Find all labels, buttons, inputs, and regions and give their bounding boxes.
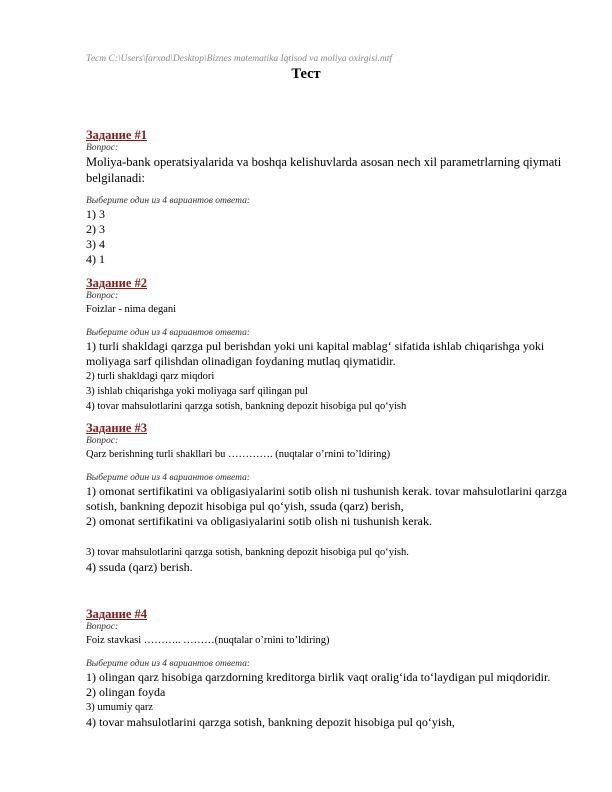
question-text: Foiz stavkasi ……….. ………(nuqtalar o’rnini to’ldiring) (86, 635, 330, 646)
answer-option-2[interactable]: 2) omonat sertifikatini va obligasiyalarini sotib olish ni tushunish kerak. (86, 514, 432, 528)
answer-option-3[interactable]: 3) umumiy qarz (86, 702, 154, 713)
answer-option-4[interactable]: 4) ssuda (qarz) berish. (86, 560, 193, 574)
task-title: Задание #2 (86, 276, 147, 290)
answer-option-2[interactable]: 2) olingan foyda (86, 685, 166, 699)
question-text: Qarz berishning turli shakllari bu …………. (nuqtalar o’rnini to’ldiring) (86, 449, 391, 460)
answer-option-2[interactable]: 2) 3 (86, 222, 105, 236)
task-title: Задание #4 (86, 607, 147, 621)
answer-option-1[interactable]: 1) turli shakldagi qarzga pul berishdan yoki uni kapital mablag‘ sifatida ishlab chiqarishga yoki moliyaga sarf qilishdan olinadigan foydaning mutlaq qiymatidir. (86, 339, 545, 368)
choose-label: Выберите один из 4 вариантов ответа: (86, 196, 251, 206)
task-1 (86, 128, 586, 267)
choose-label: Выберите один из 4 вариантов ответа: (86, 659, 251, 669)
answer-option-2[interactable]: 2) turli shakldagi qarz miqdori (86, 371, 215, 382)
document-title: Тест (291, 66, 321, 82)
task-2 (86, 276, 586, 414)
answer-option-4[interactable]: 4) tovar mahsulotlarini qarzga sotish, bankning depozit hisobiga pul qo‘yish (86, 401, 407, 412)
answer-option-1[interactable]: 1) 3 (86, 207, 105, 221)
task-3 (86, 421, 586, 575)
task-4 (86, 607, 586, 730)
question-text: Foizlar - nima degani (86, 304, 177, 315)
question-label: Вопрос: (86, 143, 119, 153)
answer-option-4[interactable]: 4) tovar mahsulotlarini qarzga sotish, bankning depozit hisobiga pul qo‘yish, (86, 715, 455, 729)
question-label: Вопрос: (86, 291, 119, 301)
file-path-header: Тест C:\Users\farxod\Desktop\Biznes matematika Iqtisod va moliya oxirgisi.mtf (86, 54, 393, 64)
task-title: Задание #1 (86, 128, 147, 142)
answer-option-3[interactable]: 3) ishlab chiqarishga yoki moliyaga sarf qilingan pul (86, 386, 308, 397)
answer-option-1[interactable]: 1) omonat sertifikatini va obligasiyalarini sotib olish ni tushunish kerak. tovar mahsulotlarini qarzga sotish, bankning depozit hisobiga pul qo‘yish, ssuda (qarz) berish, (86, 484, 567, 513)
choose-label: Выберите один из 4 вариантов ответа: (86, 328, 251, 338)
answer-option-3[interactable]: 3) tovar mahsulotlarini qarzga sotish, bankning depozit hisobiga pul qo‘yish. (86, 547, 409, 558)
answer-option-3[interactable]: 3) 4 (86, 237, 105, 251)
question-label: Вопрос: (86, 622, 119, 632)
task-title: Задание #3 (86, 421, 147, 435)
question-text: Moliya-bank operatsiyalarida va boshqa kelishuvlarda asosan nech xil parametrlarning qiymati belgilanadi: (86, 155, 562, 185)
answer-option-4[interactable]: 4) 1 (86, 252, 105, 266)
answer-option-1[interactable]: 1) olingan qarz hisobiga qarzdorning kreditorga birlik vaqt oralig‘ida to‘laydigan pul miqdoridir. (86, 670, 551, 684)
question-label: Вопрос: (86, 436, 119, 446)
choose-label: Выберите один из 4 вариантов ответа: (86, 473, 251, 483)
